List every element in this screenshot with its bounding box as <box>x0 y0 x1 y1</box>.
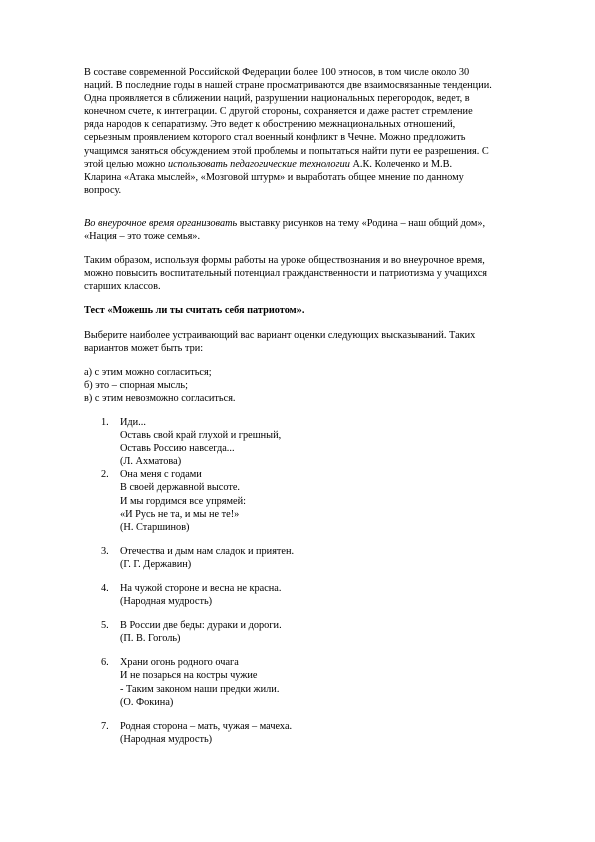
list-item <box>84 468 555 533</box>
italic-emphasis: Во внеурочное время организовать <box>84 217 238 229</box>
text-line: конечном счете, к интеграции. С другой стороны, сохраняется и даже растет стремление <box>84 106 473 118</box>
item-line: - Таким законом наши предки жили. <box>120 683 280 695</box>
text-line: вопросу. <box>84 184 122 196</box>
item-line: В России две беды: дураки и дороги. <box>120 620 282 632</box>
text-line: ряда народов к сепаратизму. Это ведет к обострению межнациональных отношений, <box>84 119 456 131</box>
text-line: В составе современной Российской Федерации более 100 этносов, в том числе около 30 <box>84 67 470 78</box>
answer-options <box>84 366 555 405</box>
list-item <box>84 720 555 746</box>
item-line: В своей державной высоте. <box>120 482 240 494</box>
text-line: Кларина «Атака мыслей», «Мозговой штурм» и выработать общее мнение по данному <box>84 171 464 183</box>
item-line: Оставь свой край глухой и грешный, <box>120 430 282 442</box>
text-line: вариантов может быть три: <box>84 342 204 354</box>
list-item <box>84 545 555 571</box>
item-number: 1. <box>101 416 109 428</box>
answer-option: в) с этим невозможно согласиться. <box>84 392 236 404</box>
text-line: Выберите наиболее устраивающий вас вариант оценки следующих высказываний. Таких <box>84 329 476 341</box>
text-span: этой целью можно <box>84 158 168 170</box>
statement-list <box>84 416 555 746</box>
item-line: Храни огонь родного очага <box>120 657 239 669</box>
text-line: наций. В последние годы в нашей стране просматриваются две взаимосвязанные тенденции. <box>84 80 492 92</box>
item-author: (Н. Старшинов) <box>120 521 190 533</box>
text-line <box>84 158 555 171</box>
item-number: 6. <box>101 657 109 669</box>
text-span: выставку рисунков на тему «Родина – наш общий дом», <box>237 217 486 229</box>
item-author: (О. Фокина) <box>120 696 174 708</box>
test-instruction <box>84 329 555 355</box>
text-span: А.К. Колеченко и М.В. <box>349 158 453 170</box>
item-line: И мы гордимся все упрямей: <box>120 495 246 507</box>
item-line: Иди... <box>120 416 146 428</box>
item-author: (П. В. Гоголь) <box>120 633 181 645</box>
item-number: 5. <box>101 620 109 632</box>
item-author: (Л. Ахматова) <box>120 456 182 468</box>
answer-option: а) с этим можно согласиться; <box>84 366 212 378</box>
text-line: серьезным проявлением которого стал военный конфликт в Чечне. Можно предложить <box>84 132 466 144</box>
item-line: Родная сторона – мать, чужая – мачеха. <box>120 720 293 732</box>
paragraph-conclusion <box>84 254 555 293</box>
italic-emphasis: использовать педагогические технологии <box>167 158 350 170</box>
answer-option: б) это – спорная мысль; <box>84 379 188 391</box>
list-item <box>84 619 555 645</box>
item-line: Оставь Россию навсегда... <box>120 443 235 455</box>
item-line: Она меня с годами <box>120 469 202 481</box>
text-line: старших классов. <box>84 281 161 293</box>
text-line: Таким образом, используя формы работы на уроке обществознания и во внеурочное время, <box>84 255 485 267</box>
item-number: 7. <box>101 720 109 732</box>
item-line: И не позарься на костры чужие <box>120 670 258 682</box>
item-line: Отечества и дым нам сладок и приятен. <box>120 545 295 557</box>
item-number: 3. <box>101 545 109 557</box>
text-line: Одна проявляется в сближении наций, разрушении национальных перегородок, ведет, в <box>84 93 470 105</box>
item-author: (Г. Г. Державин) <box>120 558 192 570</box>
text-line: «Нация – это тоже семья». <box>84 231 201 243</box>
item-author: (Народная мудрость) <box>120 596 213 608</box>
item-number: 4. <box>101 583 109 594</box>
text-line: учащимся заняться обсуждением этой проблемы и попытаться найти пути ее разрешения. С <box>84 145 489 157</box>
list-item <box>84 416 555 468</box>
list-item <box>84 656 555 708</box>
list-item <box>84 582 555 608</box>
item-line: На чужой стороне и весна не красна. <box>120 583 282 594</box>
text-line: можно повысить воспитательный потенциал гражданственности и патриотизма у учащихся <box>84 268 488 280</box>
item-number: 2. <box>101 469 109 481</box>
item-author: (Народная мудрость) <box>120 733 213 745</box>
text-line <box>84 217 555 230</box>
test-title: Тест «Можешь ли ты считать себя патриотом». <box>84 305 305 317</box>
paragraph-exhibition <box>84 217 555 243</box>
item-line: «И Русь не та, и мы не те!» <box>120 508 240 520</box>
